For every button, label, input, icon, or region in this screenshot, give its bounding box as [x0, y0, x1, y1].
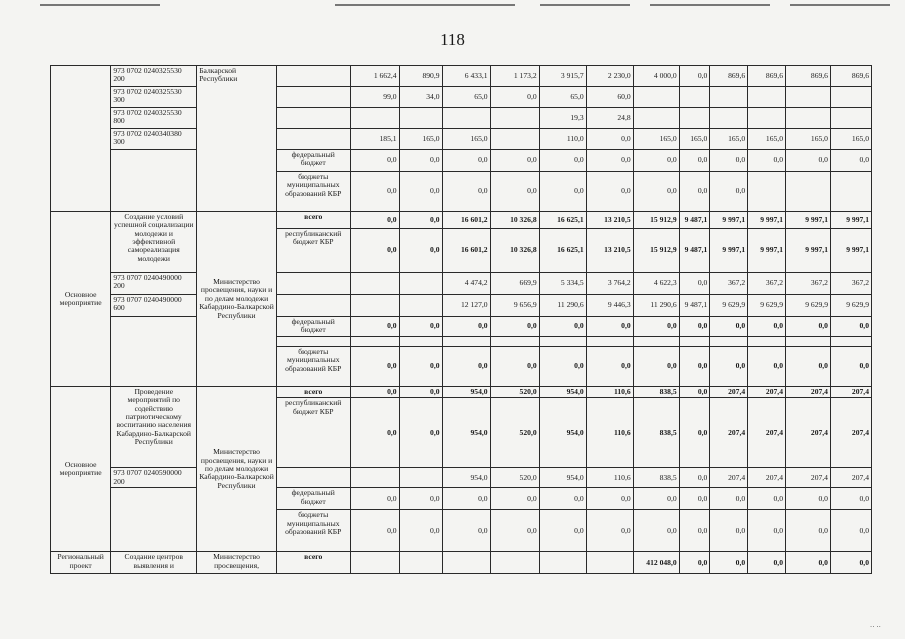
amount-cell: 0,0	[586, 150, 633, 172]
amount-cell: 367,2	[748, 273, 786, 295]
amount-cell: 207,4	[830, 387, 871, 398]
amount-cell: 0,0	[350, 317, 399, 337]
measure-type-cell: Основное мероприятие	[51, 212, 111, 387]
amount-cell: 954,0	[442, 387, 490, 398]
amount-cell: 0,0	[350, 510, 399, 552]
amount-cell: 0,0	[399, 229, 442, 273]
table-row	[51, 273, 872, 295]
amount-cell: 0,0	[679, 510, 710, 552]
amount-cell: 0,0	[539, 172, 586, 212]
amount-cell: 0,0	[748, 347, 786, 387]
source-cell-empty	[276, 66, 350, 87]
top-scan-line	[790, 4, 890, 6]
amount-cell: 0,0	[710, 488, 748, 510]
amount-cell: 0,0	[710, 552, 748, 574]
code-cell-empty	[111, 150, 197, 212]
amount-cell: 9 656,9	[490, 295, 539, 317]
amount-cell: 0,0	[633, 510, 679, 552]
amount-cell: 367,2	[786, 273, 831, 295]
amount-cell: 10 326,8	[490, 212, 539, 229]
amount-cell: 0,0	[539, 150, 586, 172]
amount-cell: 0,0	[710, 510, 748, 552]
amount-cell	[350, 552, 399, 574]
top-scan-line	[650, 4, 770, 6]
amount-cell: 5 334,5	[539, 273, 586, 295]
amount-cell: 16 601,2	[442, 229, 490, 273]
code-cell-empty	[111, 317, 197, 387]
amount-cell	[442, 108, 490, 129]
amount-cell: 207,4	[830, 468, 871, 488]
amount-cell: 520,0	[490, 398, 539, 468]
amount-cell	[586, 552, 633, 574]
amount-cell: 0,0	[748, 150, 786, 172]
table-row	[51, 87, 872, 108]
amount-cell: 0,0	[350, 347, 399, 387]
amount-cell: 3 764,2	[586, 273, 633, 295]
amount-cell: 367,2	[830, 273, 871, 295]
amount-cell: 954,0	[539, 387, 586, 398]
amount-cell: 0,0	[399, 488, 442, 510]
table-row	[51, 552, 872, 574]
amount-cell: 890,9	[399, 66, 442, 87]
amount-cell: 0,0	[586, 347, 633, 387]
amount-cell: 0,0	[710, 172, 748, 212]
budget-table	[50, 65, 872, 574]
amount-cell: 0,0	[679, 347, 710, 387]
table-row	[51, 468, 872, 488]
amount-cell: 0,0	[710, 317, 748, 337]
spacer-cell	[276, 337, 350, 347]
amount-cell: 207,4	[710, 468, 748, 488]
amount-cell: 4 000,0	[633, 66, 679, 87]
amount-cell: 0,0	[442, 172, 490, 212]
amount-cell: 0,0	[748, 317, 786, 337]
amount-cell: 9 629,9	[830, 295, 871, 317]
amount-cell: 2 230,0	[586, 66, 633, 87]
amount-cell: 9 997,1	[830, 229, 871, 273]
amount-cell: 0,0	[830, 317, 871, 337]
source-cell: бюджеты муниципальных образований КБР	[276, 347, 350, 387]
amount-cell: 110,6	[586, 398, 633, 468]
code-cell: 973 0702 0240340380 300	[111, 129, 197, 150]
amount-cell: 0,0	[710, 347, 748, 387]
amount-cell: 0,0	[399, 317, 442, 337]
amount-cell: 9 997,1	[786, 212, 831, 229]
amount-cell: 0,0	[679, 387, 710, 398]
amount-cell: 0,0	[633, 150, 679, 172]
amount-cell: 165,0	[786, 129, 831, 150]
amount-cell: 0,0	[399, 172, 442, 212]
measure-name-cell: Создание центров выявления и	[111, 552, 197, 574]
code-cell: 973 0707 0240490000 200	[111, 273, 197, 295]
amount-cell: 207,4	[786, 387, 831, 398]
amount-cell: 0,0	[350, 212, 399, 229]
amount-cell: 0,0	[830, 488, 871, 510]
table-row	[51, 387, 872, 398]
amount-cell: 0,0	[679, 150, 710, 172]
amount-cell: 13 210,5	[586, 212, 633, 229]
amount-cell: 869,6	[748, 66, 786, 87]
code-cell-empty	[111, 488, 197, 552]
amount-cell	[350, 273, 399, 295]
amount-cell: 65,0	[442, 87, 490, 108]
amount-cell: 0,0	[490, 347, 539, 387]
amount-cell	[748, 87, 786, 108]
amount-cell: 0,0	[539, 488, 586, 510]
amount-cell: 0,0	[679, 317, 710, 337]
source-cell-empty	[276, 295, 350, 317]
amount-cell: 954,0	[442, 398, 490, 468]
table-row	[51, 488, 872, 510]
amount-cell: 13 210,5	[586, 229, 633, 273]
amount-cell: 9 997,1	[748, 229, 786, 273]
amount-cell: 0,0	[679, 66, 710, 87]
amount-cell: 838,5	[633, 398, 679, 468]
amount-cell: 165,0	[830, 129, 871, 150]
amount-cell: 0,0	[748, 488, 786, 510]
amount-cell	[490, 552, 539, 574]
amount-cell: 9 629,9	[748, 295, 786, 317]
amount-cell: 0,0	[633, 172, 679, 212]
amount-cell: 207,4	[710, 387, 748, 398]
amount-cell: 0,0	[490, 172, 539, 212]
amount-cell	[830, 108, 871, 129]
table-row	[51, 150, 872, 172]
amount-cell	[710, 87, 748, 108]
top-scan-line	[40, 4, 160, 6]
amount-cell: 0,0	[399, 347, 442, 387]
amount-cell: 0,0	[679, 398, 710, 468]
amount-cell: 110,0	[539, 129, 586, 150]
amount-cell	[399, 295, 442, 317]
amount-cell: 10 326,8	[490, 229, 539, 273]
amount-cell: 1 173,2	[490, 66, 539, 87]
amount-cell: 9 997,1	[748, 212, 786, 229]
amount-cell: 954,0	[442, 468, 490, 488]
amount-cell: 0,0	[399, 212, 442, 229]
amount-cell: 207,4	[748, 387, 786, 398]
amount-cell: 34,0	[399, 87, 442, 108]
amount-cell	[442, 552, 490, 574]
amount-cell: 110,6	[586, 387, 633, 398]
amount-cell: 15 912,9	[633, 212, 679, 229]
amount-cell: 0,0	[786, 317, 831, 337]
amount-cell: 185,1	[350, 129, 399, 150]
amount-cell: 16 625,1	[539, 212, 586, 229]
amount-cell: 0,0	[830, 347, 871, 387]
source-cell: бюджеты муниципальных образований КБР	[276, 172, 350, 212]
top-scan-line	[335, 4, 515, 6]
amount-cell: 0,0	[442, 150, 490, 172]
table-row	[51, 66, 872, 87]
amount-cell: 0,0	[786, 552, 831, 574]
amount-cell	[350, 295, 399, 317]
amount-cell: 0,0	[830, 510, 871, 552]
code-cell: 973 0702 0240325530 300	[111, 87, 197, 108]
amount-cell: 4 474,2	[442, 273, 490, 295]
amount-cell: 9 487,1	[679, 229, 710, 273]
amount-cell: 0,0	[490, 317, 539, 337]
ministry-cell: Министерство просвещения, науки и по делам молодежи Кабардино-Балкарской Республики	[197, 212, 277, 387]
amount-cell	[830, 87, 871, 108]
amount-cell	[350, 108, 399, 129]
amount-cell: 110,6	[586, 468, 633, 488]
amount-cell	[539, 552, 586, 574]
amount-cell: 0,0	[830, 150, 871, 172]
footer-marks: ·· ··	[869, 623, 881, 631]
amount-cell: 869,6	[786, 66, 831, 87]
type-cell-empty	[51, 66, 111, 212]
amount-cell	[633, 108, 679, 129]
amount-cell: 11 290,6	[539, 295, 586, 317]
amount-cell: 15 912,9	[633, 229, 679, 273]
amount-cell	[350, 468, 399, 488]
amount-cell: 24,8	[586, 108, 633, 129]
source-cell-empty	[276, 273, 350, 295]
code-cell: 973 0707 0240490000 600	[111, 295, 197, 317]
amount-cell: 0,0	[679, 488, 710, 510]
amount-cell: 412 048,0	[633, 552, 679, 574]
amount-cell: 0,0	[399, 150, 442, 172]
amount-cell: 0,0	[490, 510, 539, 552]
amount-cell: 0,0	[786, 150, 831, 172]
amount-cell: 9 997,1	[710, 212, 748, 229]
table-row	[51, 295, 872, 317]
code-cell: 973 0707 0240590000 200	[111, 468, 197, 488]
amount-cell: 165,0	[399, 129, 442, 150]
amount-cell: 9 487,1	[679, 295, 710, 317]
amount-cell: 367,2	[710, 273, 748, 295]
amount-cell: 0,0	[786, 510, 831, 552]
amount-cell: 0,0	[586, 317, 633, 337]
amount-cell: 0,0	[350, 229, 399, 273]
amount-cell: 0,0	[679, 273, 710, 295]
amount-cell: 0,0	[350, 172, 399, 212]
amount-cell: 0,0	[490, 488, 539, 510]
amount-cell: 16 625,1	[539, 229, 586, 273]
amount-cell: 0,0	[633, 488, 679, 510]
amount-cell: 207,4	[830, 398, 871, 468]
amount-cell	[399, 108, 442, 129]
amount-cell: 207,4	[748, 468, 786, 488]
amount-cell: 0,0	[786, 488, 831, 510]
amount-cell: 0,0	[633, 317, 679, 337]
amount-cell: 0,0	[748, 552, 786, 574]
amount-cell	[748, 172, 786, 212]
source-cell: федеральный бюджет	[276, 150, 350, 172]
source-cell-empty	[276, 87, 350, 108]
amount-cell: 0,0	[586, 172, 633, 212]
source-cell: республиканский бюджет КБР	[276, 229, 350, 273]
amount-cell: 520,0	[490, 387, 539, 398]
source-cell: всего	[276, 212, 350, 229]
amount-cell	[679, 87, 710, 108]
amount-cell	[399, 468, 442, 488]
amount-cell: 0,0	[586, 510, 633, 552]
amount-cell	[786, 87, 831, 108]
amount-cell: 0,0	[442, 488, 490, 510]
amount-cell	[679, 108, 710, 129]
amount-cell: 0,0	[399, 398, 442, 468]
amount-cell	[490, 108, 539, 129]
page-number: 118	[440, 30, 465, 49]
amount-cell: 0,0	[350, 488, 399, 510]
code-cell: 973 0702 0240325530 200	[111, 66, 197, 87]
amount-cell: 165,0	[442, 129, 490, 150]
table-row	[51, 129, 872, 150]
amount-cell: 9 446,3	[586, 295, 633, 317]
amount-cell	[710, 108, 748, 129]
amount-cell: 0,0	[679, 172, 710, 212]
amount-cell: 12 127,0	[442, 295, 490, 317]
amount-cell: 11 290,6	[633, 295, 679, 317]
amount-cell: 9 997,1	[786, 229, 831, 273]
amount-cell: 0,0	[442, 317, 490, 337]
amount-cell: 0,0	[830, 552, 871, 574]
ministry-cell: Министерство просвещения,	[197, 552, 277, 574]
amount-cell: 0,0	[710, 150, 748, 172]
source-cell: республиканский бюджет КБР	[276, 398, 350, 468]
source-cell-empty	[276, 108, 350, 129]
amount-cell: 207,4	[786, 398, 831, 468]
amount-cell: 60,0	[586, 87, 633, 108]
measure-type-cell: Региональный проект	[51, 552, 111, 574]
source-cell: всего	[276, 387, 350, 398]
amount-cell: 869,6	[830, 66, 871, 87]
source-cell-empty	[276, 129, 350, 150]
table-row	[51, 317, 872, 337]
source-cell: всего	[276, 552, 350, 574]
amount-cell: 0,0	[679, 468, 710, 488]
amount-cell	[786, 172, 831, 212]
amount-cell: 9 487,1	[679, 212, 710, 229]
amount-cell: 0,0	[350, 387, 399, 398]
amount-cell: 165,0	[710, 129, 748, 150]
amount-cell: 165,0	[679, 129, 710, 150]
amount-cell: 9 629,9	[786, 295, 831, 317]
amount-cell: 954,0	[539, 468, 586, 488]
amount-cell	[490, 129, 539, 150]
amount-cell: 0,0	[679, 552, 710, 574]
amount-cell: 207,4	[786, 468, 831, 488]
amount-cell: 0,0	[539, 317, 586, 337]
measure-name-cell: Создание условий успешной социализации молодежи и эффективной самореализация молодежи	[111, 212, 197, 273]
amount-cell: 165,0	[633, 129, 679, 150]
amount-cell: 954,0	[539, 398, 586, 468]
measure-type-cell: Основное мероприятие	[51, 387, 111, 552]
amount-cell: 3 915,7	[539, 66, 586, 87]
table-row	[51, 212, 872, 229]
amount-cell: 0,0	[490, 87, 539, 108]
amount-cell: 19,3	[539, 108, 586, 129]
amount-cell: 0,0	[350, 150, 399, 172]
amount-cell: 669,9	[490, 273, 539, 295]
amount-cell: 9 629,9	[710, 295, 748, 317]
source-cell-empty	[276, 468, 350, 488]
table-row	[51, 108, 872, 129]
amount-cell: 869,6	[710, 66, 748, 87]
ministry-cell: Министерство просвещения, науки и по делам молодежи Кабардино-Балкарской Республики	[197, 387, 277, 552]
amount-cell	[830, 172, 871, 212]
amount-cell: 1 662,4	[350, 66, 399, 87]
amount-cell: 65,0	[539, 87, 586, 108]
amount-cell: 0,0	[442, 347, 490, 387]
amount-cell: 0,0	[633, 347, 679, 387]
amount-cell: 9 997,1	[830, 212, 871, 229]
amount-cell: 520,0	[490, 468, 539, 488]
amount-cell	[633, 87, 679, 108]
amount-cell: 0,0	[586, 129, 633, 150]
amount-cell: 0,0	[586, 488, 633, 510]
source-cell: федеральный бюджет	[276, 488, 350, 510]
top-scan-line	[540, 4, 630, 6]
amount-cell	[399, 273, 442, 295]
source-cell: федеральный бюджет	[276, 317, 350, 337]
source-cell: бюджеты муниципальных образований КБР	[276, 510, 350, 552]
code-cell: 973 0702 0240325530 800	[111, 108, 197, 129]
amount-cell: 9 997,1	[710, 229, 748, 273]
amount-cell: 838,5	[633, 468, 679, 488]
amount-cell	[786, 108, 831, 129]
amount-cell: 0,0	[748, 510, 786, 552]
amount-cell: 0,0	[399, 510, 442, 552]
amount-cell	[748, 108, 786, 129]
amount-cell: 0,0	[539, 347, 586, 387]
amount-cell: 0,0	[786, 347, 831, 387]
amount-cell	[399, 552, 442, 574]
amount-cell: 0,0	[399, 387, 442, 398]
ministry-cell: Балкарской Республики	[197, 66, 277, 212]
measure-name-cell: Проведение мероприятий по содействию патриотическому воспитанию населения Кабардино-Балкарской Республики	[111, 387, 197, 468]
amount-cell: 165,0	[748, 129, 786, 150]
amount-cell: 0,0	[539, 510, 586, 552]
amount-cell: 207,4	[748, 398, 786, 468]
amount-cell: 207,4	[710, 398, 748, 468]
amount-cell: 6 433,1	[442, 66, 490, 87]
amount-cell: 0,0	[490, 150, 539, 172]
amount-cell: 838,5	[633, 387, 679, 398]
amount-cell: 4 622,3	[633, 273, 679, 295]
amount-cell: 99,0	[350, 87, 399, 108]
amount-cell: 16 601,2	[442, 212, 490, 229]
amount-cell: 0,0	[350, 398, 399, 468]
amount-cell: 0,0	[442, 510, 490, 552]
